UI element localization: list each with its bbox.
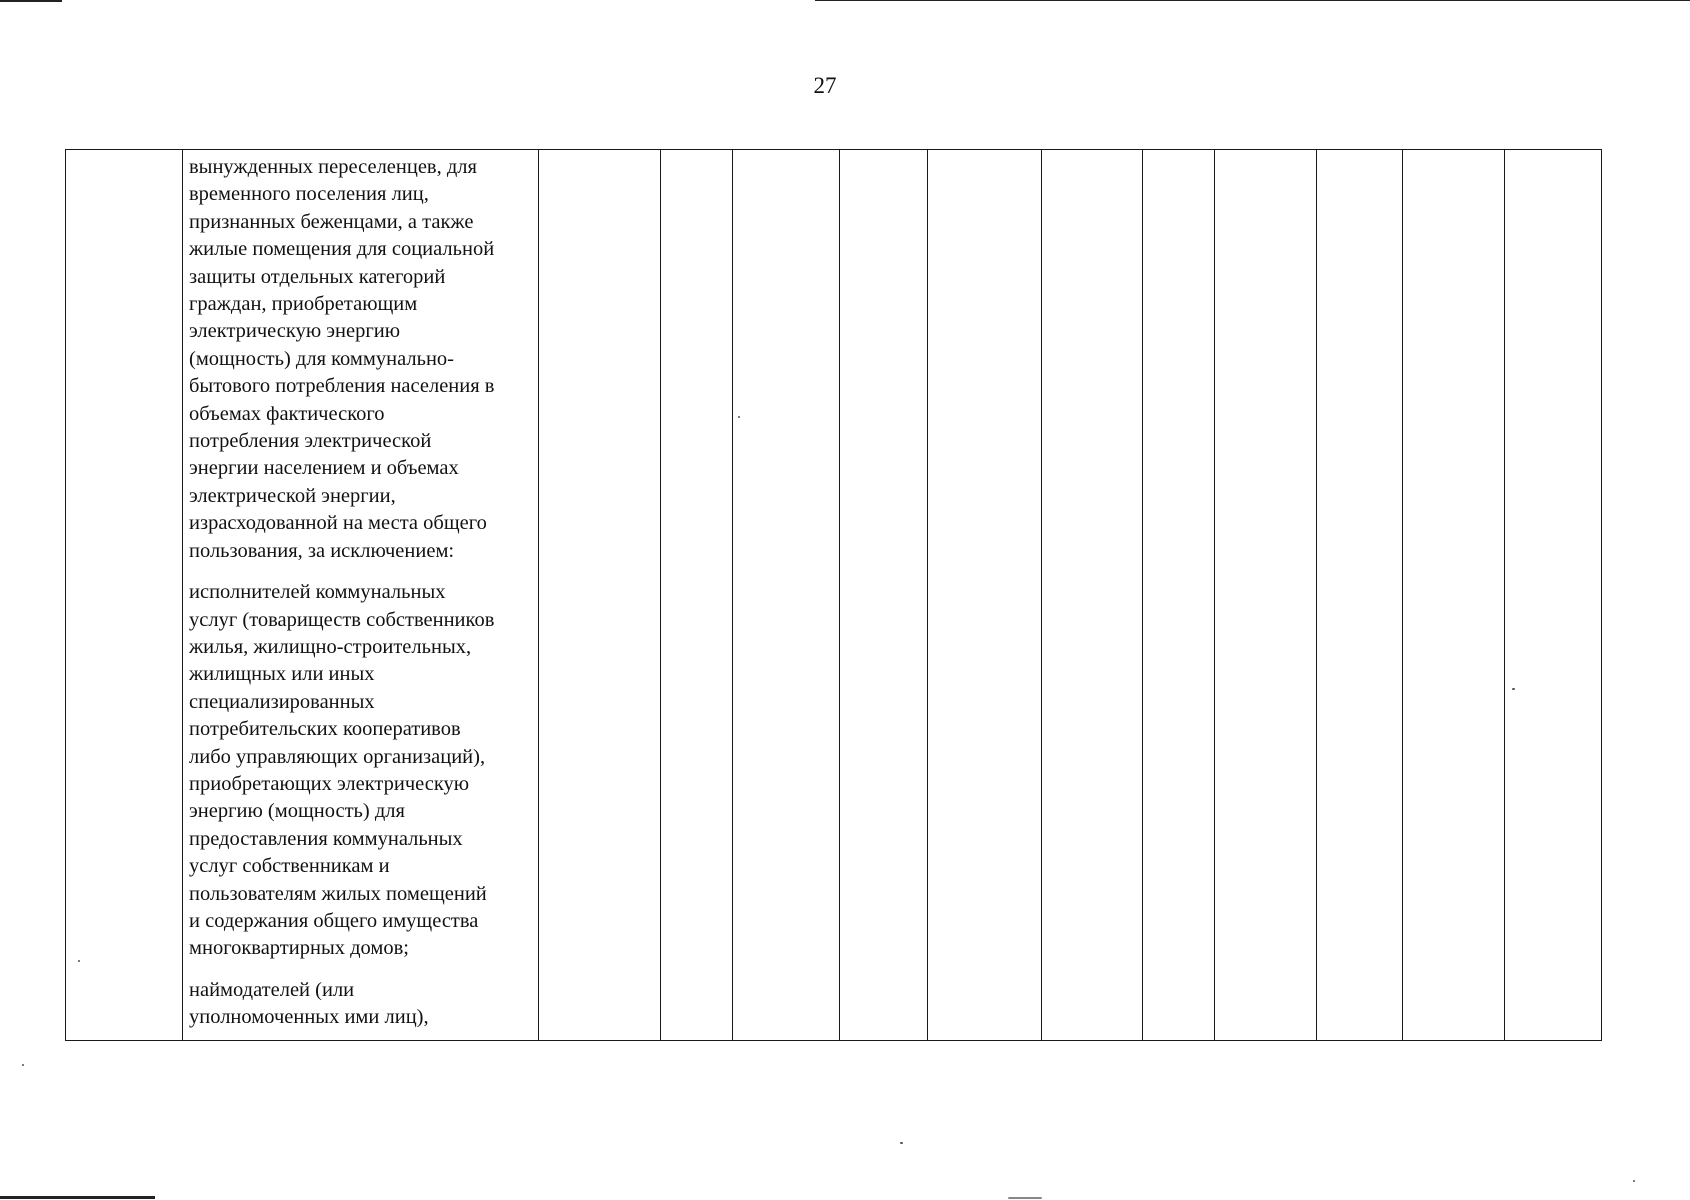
tariff-table (65, 149, 1602, 1041)
description-paragraph-1: вынужденных переселенцев, для временного поселения лиц, признанных беженцами, а также жилые помещения для социальной защиты отдельных категорий граждан, приобретающим электрическую энергию (мощность) для коммунально- бытового потребления населения в объемах фактического потребления электрической энергии населением и объемах электрической энергии, израсходованной на места общего пользования, за исключением: (189, 156, 495, 562)
scan-edge-top-left (0, 0, 62, 2)
table-cell-value (1505, 150, 1602, 1041)
table-row (66, 150, 1602, 1041)
table-cell-value (1215, 150, 1317, 1041)
table-cell-value (661, 150, 733, 1041)
scan-edge-bottom-left (0, 1196, 155, 1199)
table-cell-value (1143, 150, 1215, 1041)
table-cell-value (733, 150, 840, 1041)
scan-speck (1633, 1180, 1635, 1182)
table-cell-value (928, 150, 1042, 1041)
description-paragraph-2: исполнителей коммунальных услуг (товариществ собственников жилья, жилищно-строительных, жилищных или иных специализированных потребительских кооперативов либо управляющих организаций), приобретающих электрическую энергию (мощность) для предоставления коммунальных услуг собственникам и пользователям жилых помещений и содержания общего имущества многоквартирных домов; (189, 581, 495, 960)
table-cell-number (66, 150, 183, 1041)
table-cell-value (1317, 150, 1403, 1041)
table-cell-value (1042, 150, 1143, 1041)
table-cell-description (183, 150, 539, 1041)
page-number: 27 (813, 73, 837, 98)
scan-edge-top-right (815, 0, 1690, 1)
table-cell-value (840, 150, 928, 1041)
scan-speck (1008, 1197, 1042, 1199)
description-paragraph-3: наймодателей (или уполномоченных ими лиц), (189, 978, 429, 1029)
scan-speck (22, 1064, 24, 1066)
table-cell-value (539, 150, 661, 1041)
scan-speck (1512, 688, 1515, 690)
scan-speck (900, 1142, 903, 1144)
scan-speck (78, 960, 80, 962)
scan-speck (738, 416, 740, 418)
table-cell-value (1403, 150, 1505, 1041)
